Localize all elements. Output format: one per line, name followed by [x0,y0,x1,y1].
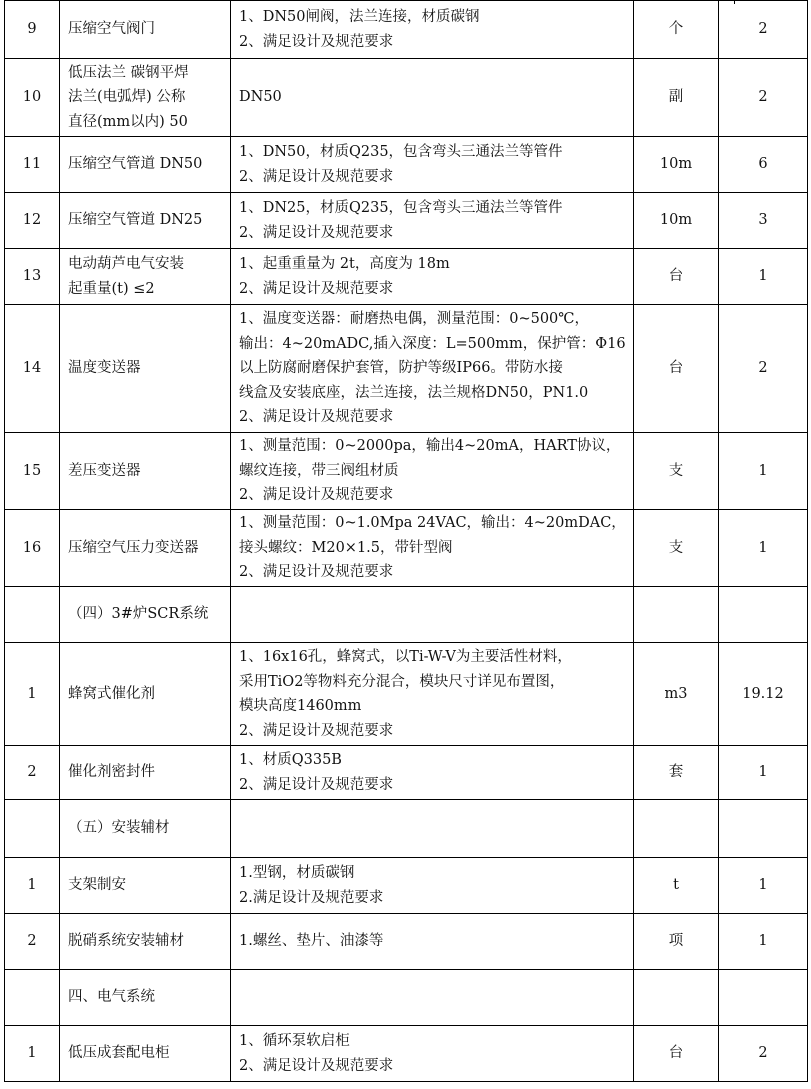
item-number-cell: 1 [5,1026,60,1082]
item-name-cell [60,137,231,193]
item-name-line: 蜂窝式催化剂 [68,685,155,702]
item-unit-cell: 10m [634,193,719,249]
item-description-cell [231,305,634,433]
table-row [5,433,808,510]
bill-of-quantities-document [4,0,808,1082]
item-name-line: 直径(mm以内) 50 [68,113,188,130]
item-description-line: 1、测量范围：0~2000pa，输出4~20mA，HART协议， [239,438,621,455]
item-quantity-cell: 1 [719,249,808,305]
item-number-cell: 10 [5,59,60,137]
table-row [5,193,808,249]
item-unit-cell: 台 [634,305,719,433]
item-name-cell [60,249,231,305]
item-name-line: 压缩空气管道 DN25 [68,212,203,229]
item-quantity-cell: 2 [719,1026,808,1082]
item-name-cell [60,510,231,587]
item-description-line: 1、温度变送器：耐磨热电偶，测量范围：0~500℃， [239,311,589,328]
item-description-cell [231,587,634,643]
item-name-line: 支架制安 [68,877,126,894]
item-unit-cell: t [634,858,719,914]
item-unit-cell [634,587,719,643]
item-description-cell [231,1026,634,1082]
item-quantity-cell: 2 [719,305,808,433]
table-row [5,305,808,433]
item-quantity-cell: 2 [719,1,808,59]
item-description-line: 模块高度1460mm [239,698,362,714]
item-description-line: 2、满足设计及规范要求 [239,722,394,739]
item-description-line: 接头螺纹：M20×1.5，带针型阀 [239,539,453,556]
item-number-cell: 9 [5,1,60,59]
table-row [5,914,808,970]
item-name-line: （五）安装辅材 [68,820,170,837]
item-quantity-cell: 1 [719,510,808,587]
item-unit-cell: 支 [634,510,719,587]
item-name-line: 压缩空气压力变送器 [68,539,199,556]
table-row [5,587,808,643]
item-description-cell [231,510,634,587]
item-description-line: 线盒及安装底座，法兰连接，法兰规格DN50，PN1.0 [239,384,589,401]
item-description-line: 1、循环泵软启柜 [239,1033,350,1049]
item-description-cell [231,800,634,858]
item-description-cell [231,858,634,914]
item-unit-cell: 项 [634,914,719,970]
item-number-cell [5,970,60,1026]
item-name-line: 压缩空气阀门 [68,21,155,38]
item-quantity-cell: 1 [719,858,808,914]
table-body [5,1,808,1082]
item-number-cell [5,587,60,643]
item-number-cell: 12 [5,193,60,249]
table-row [5,746,808,800]
item-unit-cell [634,800,719,858]
item-quantity-cell: 2 [719,59,808,137]
item-name-cell [60,305,231,433]
item-name-line: 脱硝系统安装辅材 [68,933,184,950]
item-description-line: 螺纹连接，带三阀组材质 [239,462,399,479]
item-name-cell [60,1,231,59]
item-description-line: 1、材质Q335B [239,752,342,768]
item-quantity-cell: 1 [719,914,808,970]
item-description-line: 1、测量范围：0~1.0Mpa 24VAC，输出：4~20mDAC， [239,515,626,532]
item-description-line: 采用TiO2等物料充分混合，模块尺寸详见布置图， [239,673,565,690]
table-row [5,137,808,193]
item-description-cell [231,59,634,137]
item-quantity-cell: 3 [719,193,808,249]
item-description-line: 2、满足设计及规范要求 [239,564,394,581]
item-name-cell [60,587,231,643]
item-number-cell [5,800,60,858]
item-quantity-cell: 6 [719,137,808,193]
table-row [5,59,808,137]
table-row [5,249,808,305]
item-description-line: 2、满足设计及规范要求 [239,409,394,426]
item-description-line: 1、DN50，材质Q235，包含弯头三通法兰等管件 [239,144,563,160]
item-name-line: 电动葫芦电气安装 [68,256,184,272]
item-number-cell: 2 [5,746,60,800]
item-name-line: 低压成套配电柜 [68,1045,170,1062]
item-description-cell [231,249,634,305]
item-unit-cell: 10m [634,137,719,193]
item-description-line: 2、满足设计及规范要求 [239,33,394,50]
item-description-cell [231,914,634,970]
item-unit-cell: 支 [634,433,719,510]
item-number-cell: 15 [5,433,60,510]
item-description-line: 2、满足设计及规范要求 [239,168,394,185]
item-name-line: 压缩空气管道 DN50 [68,156,203,173]
item-name-cell [60,1026,231,1082]
item-description-cell [231,433,634,510]
item-description-cell [231,746,634,800]
item-name-line: 低压法兰 碳钢平焊 [68,64,189,81]
item-quantity-cell [719,587,808,643]
item-name-line: 催化剂密封件 [68,764,155,781]
bill-of-quantities-table [4,0,808,1082]
item-unit-cell: 台 [634,249,719,305]
item-name-cell [60,643,231,746]
item-name-cell [60,193,231,249]
table-row [5,510,808,587]
item-description-line: 2、满足设计及规范要求 [239,1057,394,1074]
item-unit-cell: m3 [634,643,719,746]
item-quantity-cell: 1 [719,746,808,800]
item-description-line: 1、DN50闸阀，法兰连接，材质碳钢 [239,9,480,25]
item-number-cell: 1 [5,643,60,746]
item-name-cell [60,970,231,1026]
item-quantity-cell [719,800,808,858]
item-description-line: 2.满足设计及规范要求 [239,889,384,906]
item-description-line: 1、DN25，材质Q235，包含弯头三通法兰等管件 [239,200,563,216]
item-name-cell [60,800,231,858]
item-description-cell [231,643,634,746]
item-number-cell: 16 [5,510,60,587]
item-name-cell [60,433,231,510]
item-description-line: 1、起重重量为 2t，高度为 18m [239,256,450,272]
item-number-cell: 1 [5,858,60,914]
item-quantity-cell: 19.12 [719,643,808,746]
item-description-cell [231,1,634,59]
item-name-cell [60,59,231,137]
item-name-cell [60,746,231,800]
item-description-line: 以上防腐耐磨保护套管，防护等级IP66。带防水接 [239,360,563,377]
item-unit-cell: 副 [634,59,719,137]
item-name-line: 四、电气系统 [68,989,155,1006]
table-row [5,858,808,914]
table-row [5,800,808,858]
item-name-line: 差压变送器 [68,462,141,479]
item-unit-cell: 个 [634,1,719,59]
table-row [5,1,808,59]
item-unit-cell: 台 [634,1026,719,1082]
item-name-line: 起重量(t) ≤2 [68,280,155,297]
item-number-cell: 13 [5,249,60,305]
item-number-cell: 11 [5,137,60,193]
item-description-line: DN50 [239,89,282,106]
item-description-cell [231,193,634,249]
item-name-cell [60,914,231,970]
item-description-cell [231,137,634,193]
item-quantity-cell: 1 [719,433,808,510]
item-description-line: 1.型钢，材质碳钢 [239,865,355,881]
table-row [5,970,808,1026]
item-number-cell: 14 [5,305,60,433]
item-description-line: 1.螺丝、垫片、油漆等 [239,933,384,950]
item-description-line: 2、满足设计及规范要求 [239,224,394,241]
item-unit-cell [634,970,719,1026]
item-name-line: 温度变送器 [68,360,141,377]
item-name-cell [60,858,231,914]
item-unit-cell: 套 [634,746,719,800]
table-row [5,1026,808,1082]
item-description-line: 2、满足设计及规范要求 [239,280,394,297]
item-description-line: 2、满足设计及规范要求 [239,776,394,793]
item-description-cell [231,970,634,1026]
item-number-cell: 2 [5,914,60,970]
item-name-line: 法兰(电弧焊) 公称 [68,89,186,106]
item-quantity-cell [719,970,808,1026]
item-name-line: （四）3#炉SCR系统 [68,606,209,623]
item-description-line: 2、满足设计及规范要求 [239,487,394,504]
item-description-line: 输出：4~20mADC,插入深度：L=500mm，保护管：Φ16 [239,335,626,352]
table-row [5,643,808,746]
item-description-line: 1、16x16孔，蜂窝式，以Ti-W-V为主要活性材料， [239,649,572,665]
